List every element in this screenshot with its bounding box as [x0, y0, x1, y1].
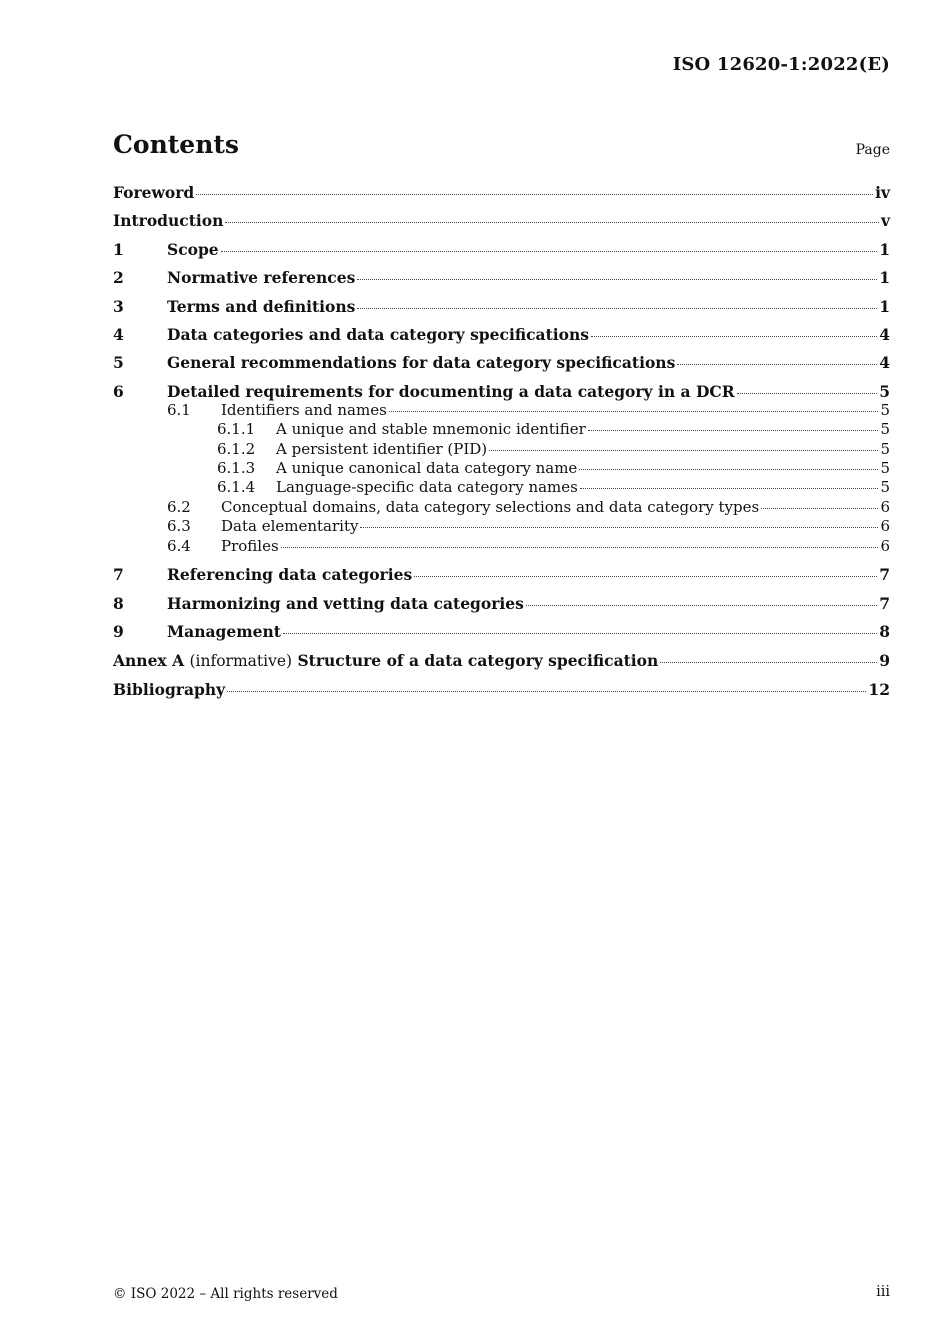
toc-entry-bibliography[interactable]: [113, 680, 890, 699]
toc-entry-introduction[interactable]: [113, 211, 890, 230]
toc-page-number: 7: [879, 565, 890, 585]
toc-entry-number: 7: [113, 565, 124, 585]
toc-entry-title: Profiles: [221, 536, 279, 555]
toc-page-number: 1: [879, 268, 890, 288]
toc-leader: [357, 279, 877, 280]
toc-entry-identifiers-and-names[interactable]: [113, 401, 890, 420]
toc-leader: [526, 605, 877, 606]
toc-leader: [579, 469, 878, 470]
page-title: Contents: [113, 130, 240, 159]
toc-page-number: 7: [879, 593, 890, 613]
toc-entry-number: 5: [113, 353, 124, 373]
toc-entry-number: 6: [113, 381, 124, 401]
toc-leader: [360, 527, 878, 528]
toc-entry-data-elementarity[interactable]: [113, 517, 890, 536]
toc-leader: [677, 364, 877, 365]
toc-entry-title: Language-specific data category names: [276, 478, 578, 497]
toc-entry-number: 6.1.4: [217, 478, 256, 497]
document-id: ISO 12620-1:2022(E): [672, 54, 890, 75]
toc-entry-normative-references[interactable]: [113, 268, 890, 287]
toc-entry-number: 3: [113, 296, 124, 316]
toc-entry-persistent-identifier[interactable]: [113, 440, 890, 459]
toc-leader: [221, 251, 878, 252]
toc-leader: [196, 194, 873, 195]
toc-entry-title: Scope: [167, 239, 219, 259]
toc-entry-annex-a[interactable]: [113, 651, 890, 671]
toc-entry-management[interactable]: [113, 622, 890, 641]
toc-page-number: 5: [880, 439, 890, 458]
toc-entry-number: 6.1.1: [217, 420, 256, 439]
toc-entry-foreword[interactable]: [113, 183, 890, 202]
toc-entry-title: Identifiers and names: [221, 400, 387, 419]
toc-entry-number: 6.4: [167, 536, 191, 555]
toc-page-number: iv: [875, 183, 890, 202]
toc-page-number: 12: [868, 679, 890, 699]
toc-page-number: 1: [879, 239, 890, 259]
toc-entry-conceptual-domains[interactable]: [113, 498, 890, 517]
toc-leader: [357, 308, 877, 309]
toc-page-number: 5: [879, 381, 890, 401]
toc-leader: [283, 633, 877, 634]
toc-entry-title: A persistent identifier (PID): [276, 439, 488, 458]
annex-title: Structure of a data category specification: [297, 650, 659, 670]
toc-page-number: 6: [880, 517, 890, 536]
toc-leader: [389, 411, 879, 412]
toc-page-number: 5: [880, 420, 890, 439]
toc-leader: [660, 662, 877, 663]
toc-entry-title: Harmonizing and vetting data categories: [167, 593, 524, 613]
toc-entry-number: 6.1: [167, 400, 191, 419]
table-of-contents: [113, 183, 890, 699]
toc-entry-number: 1: [113, 239, 124, 259]
toc-entry-title: Data elementarity: [221, 517, 359, 536]
toc-page-number: 8: [879, 622, 890, 642]
toc-leader: [227, 691, 866, 692]
toc-entry-number: 6.1.2: [217, 439, 256, 458]
toc-entry-profiles[interactable]: [113, 537, 890, 556]
toc-leader: [281, 547, 879, 548]
toc-page-number: 5: [880, 400, 890, 419]
toc-page-number: 6: [880, 497, 890, 516]
toc-entry-referencing[interactable]: [113, 565, 890, 584]
toc-leader: [414, 576, 877, 577]
toc-entry-number: 2: [113, 268, 124, 288]
toc-entry-scope[interactable]: [113, 240, 890, 259]
toc-leader: [588, 430, 879, 431]
toc-page-number: 5: [880, 458, 890, 477]
toc-entry-number: 6.1.3: [217, 458, 256, 477]
toc-leader: [737, 393, 878, 394]
toc-entry-title: A unique canonical data category name: [276, 458, 578, 477]
toc-entry-title: A unique and stable mnemonic identifier: [276, 420, 586, 439]
toc-entry-title: Terms and definitions: [167, 296, 356, 316]
toc-entry-general-recommendations[interactable]: [113, 353, 890, 372]
toc-entry-canonical-name[interactable]: [113, 459, 890, 478]
toc-entry-number: 6.2: [167, 497, 191, 516]
toc-leader: [591, 336, 877, 337]
toc-leader: [761, 508, 878, 509]
toc-page-number: 6: [880, 536, 890, 555]
toc-entry-title: Management: [167, 622, 281, 642]
annex-label: Annex A: [113, 650, 185, 670]
toc-entry-title: [113, 651, 658, 671]
toc-entry-number: 8: [113, 593, 124, 613]
toc-entry-harmonizing[interactable]: [113, 594, 890, 613]
toc-page-number: 1: [879, 296, 890, 316]
toc-entry-number: 9: [113, 622, 124, 642]
toc-leader: [489, 450, 878, 451]
toc-leader: [580, 488, 879, 489]
toc-entry-detailed-requirements[interactable]: [113, 382, 890, 401]
toc-page-number: 5: [880, 478, 890, 497]
toc-entry-title: Normative references: [167, 268, 356, 288]
annex-note: (informative): [189, 651, 293, 670]
toc-page-number: 4: [879, 324, 890, 344]
toc-entry-data-categories[interactable]: [113, 325, 890, 344]
toc-entry-mnemonic-identifier[interactable]: [113, 420, 890, 439]
toc-entry-title: Conceptual domains, data category selections and data category types: [221, 497, 760, 516]
toc-entry-title: General recommendations for data category specifications: [167, 353, 676, 373]
toc-page-number: v: [880, 211, 890, 231]
copyright-notice: © ISO 2022 – All rights reserved: [113, 1286, 338, 1302]
page-number: iii: [876, 1284, 890, 1300]
page-column-label: Page: [855, 142, 890, 158]
toc-entry-language-specific-names[interactable]: [113, 478, 890, 497]
toc-page-number: 9: [879, 650, 890, 670]
toc-entry-title: Data categories and data category specifications: [167, 324, 589, 344]
toc-entry-title: Referencing data categories: [167, 565, 413, 585]
toc-entry-terms-and-definitions[interactable]: [113, 297, 890, 316]
toc-entry-title: Foreword: [113, 183, 195, 202]
toc-entry-number: 4: [113, 324, 124, 344]
toc-entry-title: Detailed requirements for documenting a data category in a DCR: [167, 381, 735, 401]
toc-entry-number: 6.3: [167, 517, 191, 536]
toc-entry-title: Introduction: [113, 211, 224, 231]
toc-leader: [225, 222, 879, 223]
toc-page-number: 4: [879, 353, 890, 373]
toc-entry-title: Bibliography: [113, 679, 226, 699]
